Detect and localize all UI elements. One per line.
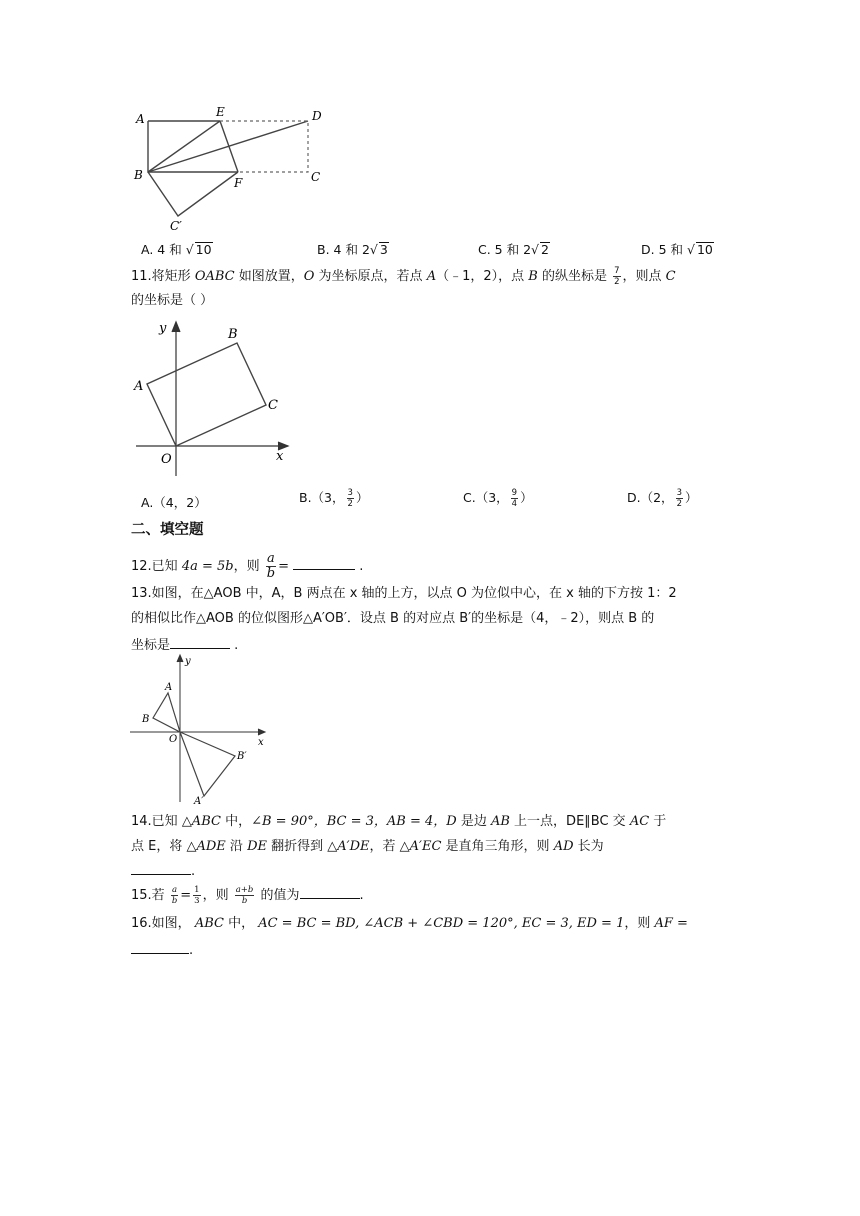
q10-option-d-radicand: 10 bbox=[696, 242, 713, 257]
q14-line1: 14.已知 △ABC 中，∠B = 90°，BC = 3，AB = 4，D 是边 AB 上一点，DE∥BC 交 AC 于 bbox=[131, 814, 667, 829]
fig11-label-b: B bbox=[228, 327, 238, 342]
fig11-label-x: x bbox=[276, 449, 284, 464]
q10-option-b: B. 4 和 2√ 3 bbox=[317, 242, 388, 257]
q11-figure bbox=[128, 316, 298, 481]
fig10-label-a: A bbox=[136, 112, 145, 126]
q16-line2: . bbox=[131, 939, 193, 961]
q10-option-b-text: B. 4 和 bbox=[317, 242, 362, 257]
section-title-fill-in: 二、填空题 bbox=[131, 522, 204, 538]
q12-line: 12.已知 4a = 5b，则 $\frac{a}{b}$ = . bbox=[131, 551, 364, 581]
fig10-label-b: B bbox=[134, 168, 143, 182]
fig13-label-a: A bbox=[165, 682, 173, 693]
q10-option-c-coef: 2 bbox=[523, 242, 532, 257]
fig10-label-f: F bbox=[234, 176, 243, 190]
fig13-label-b: B bbox=[142, 714, 150, 725]
q10-figure bbox=[130, 104, 330, 234]
q10-option-a-text: A. 4 和 bbox=[141, 242, 186, 257]
q14-line3: . bbox=[131, 860, 195, 882]
fig10-label-e: E bbox=[216, 105, 225, 119]
q11-line1: 11.将矩形 OABC 如图放置，O 为坐标原点，若点 A（﹣1，2），点 B 的纵坐标是 $\frac{7}{2}$ ，则点 C bbox=[131, 266, 676, 287]
q10-option-c-text: C. 5 和 bbox=[478, 242, 524, 257]
fig13-label-aprime: A′ bbox=[194, 796, 204, 807]
q10-option-a-radicand: 10 bbox=[195, 242, 212, 257]
q10-option-a: A. 4 和 √ 10 bbox=[141, 242, 212, 257]
q16-line1: 16.如图， ABC 中， AC = BC = BD, ∠ACB + ∠CBD = 120°, EC = 3, ED = 1，则 AF = bbox=[131, 916, 688, 931]
fig10-label-d: D bbox=[312, 109, 322, 123]
q11-option-a: A.（4，2） bbox=[141, 495, 207, 510]
q15-line: 15.若 $\frac{a}{b}$ = $\frac{1}{3}$ ，则 $\frac{a+b}{b}$ 的值为 . bbox=[131, 885, 364, 906]
q10-option-c-radicand: 2 bbox=[541, 242, 549, 257]
q10-option-b-radicand: 3 bbox=[379, 242, 388, 257]
q11-option-b: B.（3， $\frac{3}{2}$ ） bbox=[299, 488, 369, 509]
fig11-label-c: C bbox=[268, 398, 278, 413]
q11-line2: 的坐标是（ ） bbox=[131, 293, 214, 308]
q12-answer-blank[interactable] bbox=[293, 555, 355, 570]
fig13-label-bprime: B′ bbox=[237, 751, 247, 762]
q14-line2: 点 E，将 △ADE 沿 DE 翻折得到 △A′DE，若 △A′EC 是直角三角形，则 AD 长为 bbox=[131, 839, 604, 854]
fig11-label-y: y bbox=[159, 321, 167, 336]
q11-option-d: D.（2， $\frac{3}{2}$ ） bbox=[627, 488, 698, 509]
fig10-label-cprime: C′ bbox=[170, 219, 182, 233]
q10-option-b-coef: 2 bbox=[361, 242, 370, 257]
q15-answer-blank[interactable] bbox=[300, 884, 360, 899]
q10-option-c: C. 5 和 2√ 2 bbox=[478, 242, 549, 257]
q16-answer-blank[interactable] bbox=[131, 939, 189, 954]
fig13-label-x: x bbox=[258, 737, 264, 748]
q11-fraction: $\frac{7}{2}$ bbox=[614, 266, 620, 287]
fig13-label-y: y bbox=[185, 656, 191, 667]
q13-line3: 坐标是 . bbox=[131, 634, 238, 656]
q13-line2: 的相似比作△AOB 的位似图形△A′OB′．设点 B 的对应点 B′的坐标是（4，﹣2），则点 B 的 bbox=[131, 611, 655, 626]
q13-answer-blank[interactable] bbox=[170, 634, 230, 649]
q13-line1: 13.如图，在△AOB 中，A，B 两点在 x 轴的上方，以点 O 为位似中心，在 x 轴的下方按 1：2 bbox=[131, 586, 677, 601]
q10-option-d: D. 5 和 √ 10 bbox=[641, 242, 713, 257]
q14-answer-blank[interactable] bbox=[131, 860, 191, 875]
q13-figure bbox=[128, 652, 268, 810]
fig11-label-o: O bbox=[161, 452, 172, 467]
fig10-label-c: C bbox=[311, 170, 321, 184]
fig13-label-o: O bbox=[169, 734, 178, 745]
fig11-label-a: A bbox=[134, 379, 144, 394]
q11-option-c: C.（3， $\frac{9}{4}$ ） bbox=[463, 488, 533, 509]
q10-option-d-text: D. 5 和 bbox=[641, 242, 687, 257]
